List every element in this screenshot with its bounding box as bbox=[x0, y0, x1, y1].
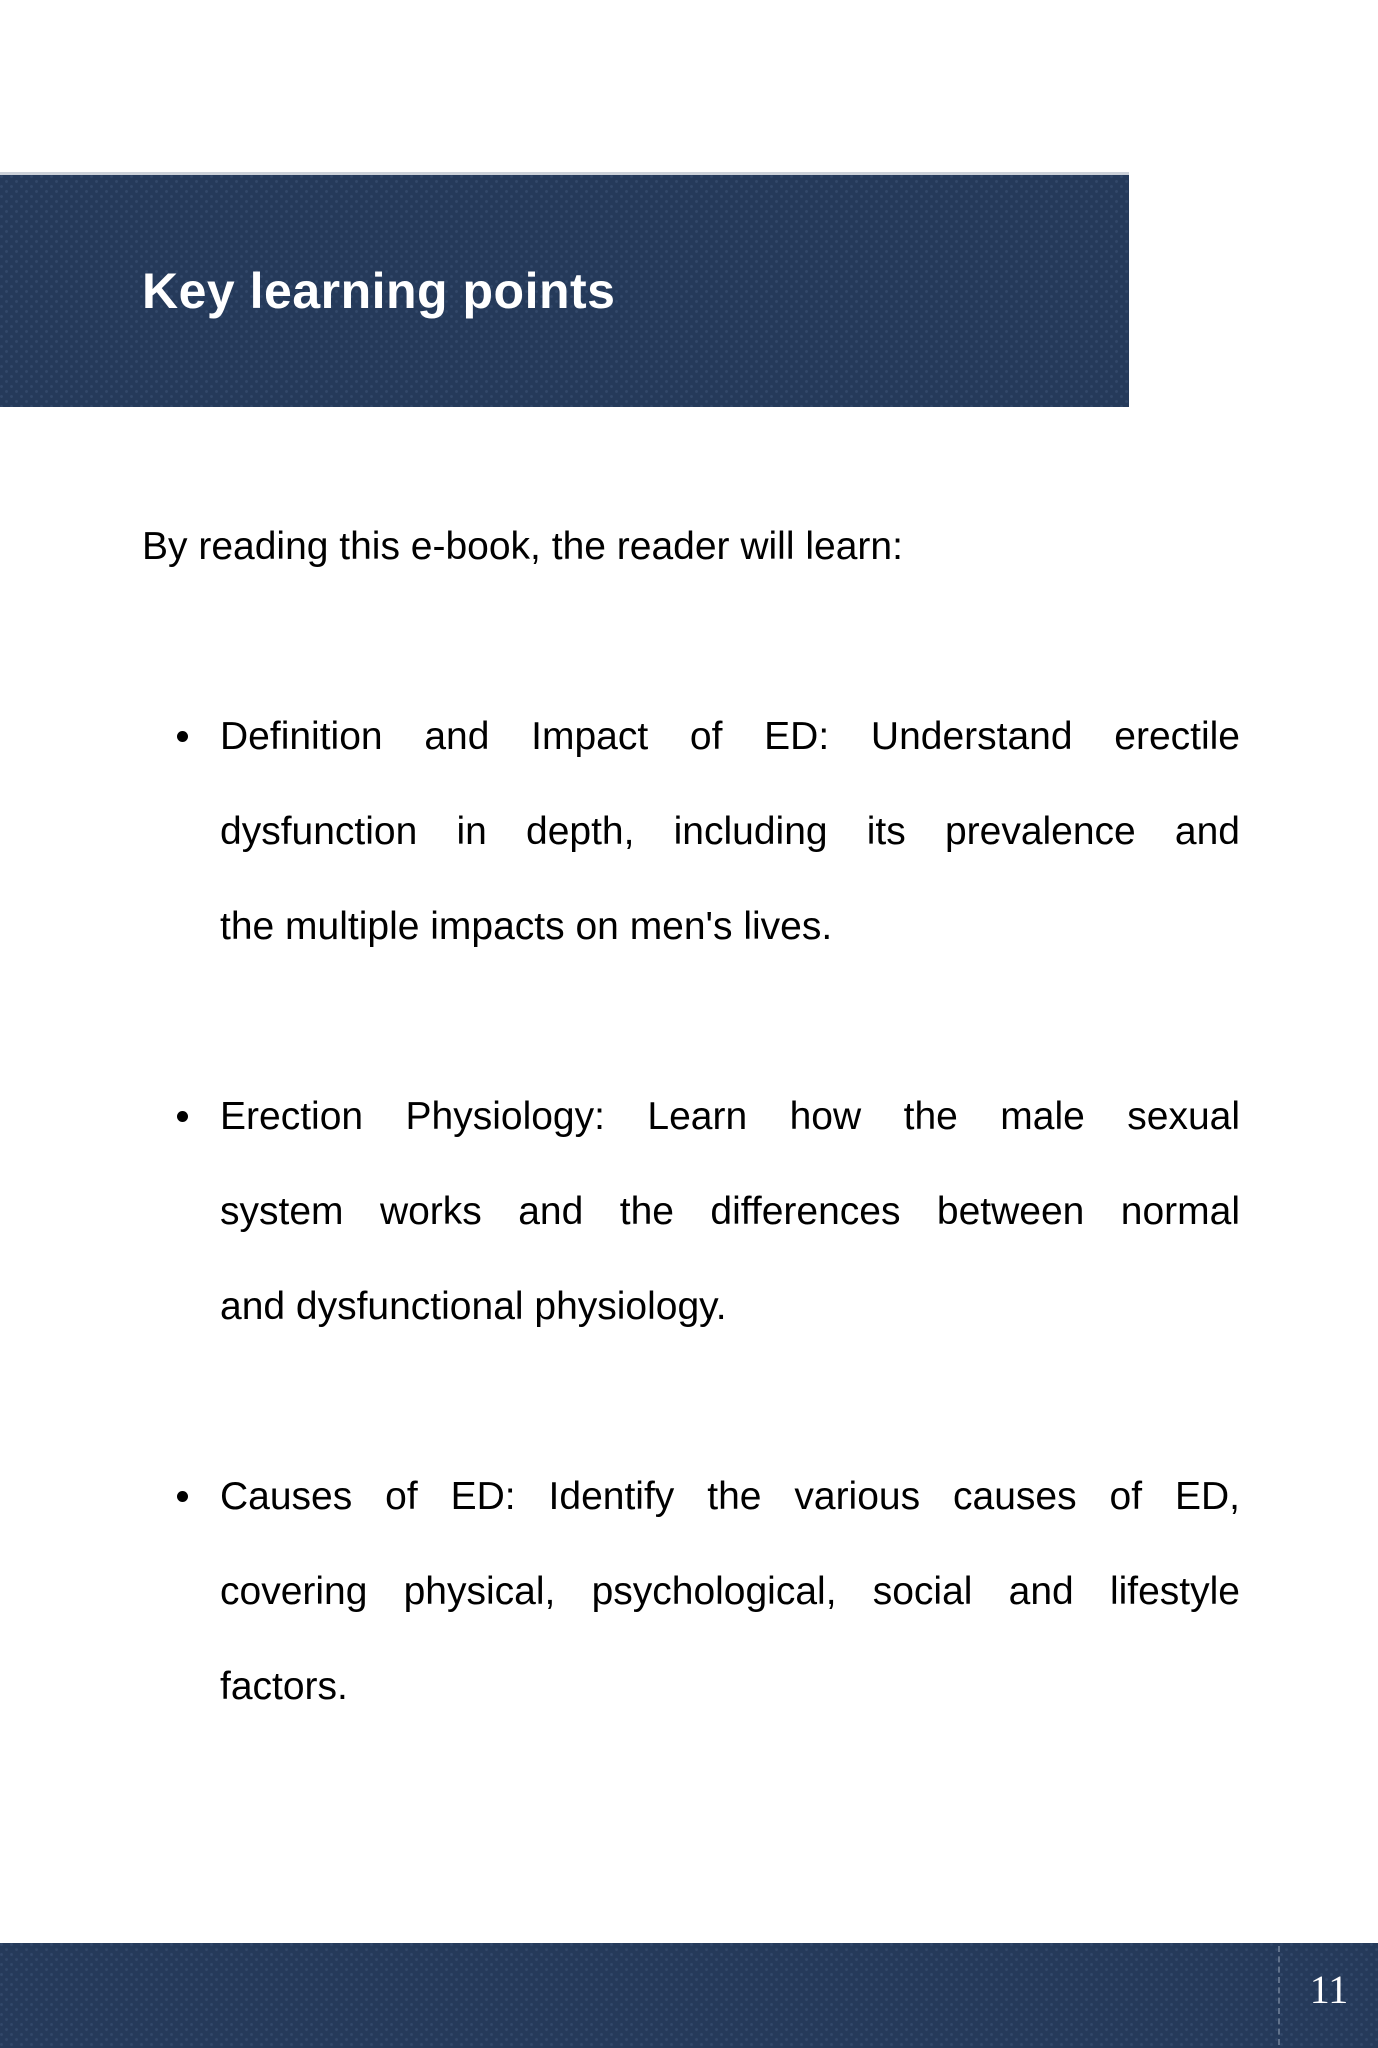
list-item bbox=[220, 1449, 1240, 1734]
bullet-text-line: factors. bbox=[220, 1665, 348, 1708]
footer-bar bbox=[0, 1943, 1378, 2048]
header-banner bbox=[0, 172, 1129, 407]
bullet-text-line: Erection Physiology: Learn how the male sexual bbox=[220, 1095, 1240, 1138]
bullet-icon bbox=[177, 731, 188, 742]
list-item bbox=[220, 689, 1240, 974]
learning-points-list bbox=[220, 689, 1240, 1734]
content-area bbox=[142, 499, 1240, 1734]
bullet-text-line: dysfunction in depth, including its prevalence and bbox=[220, 810, 1240, 853]
bullet-icon bbox=[177, 1491, 188, 1502]
list-item bbox=[220, 1069, 1240, 1354]
bullet-text-line: the multiple impacts on men's lives. bbox=[220, 905, 833, 948]
bullet-text-line: system works and the differences between normal bbox=[220, 1190, 1240, 1233]
bullet-icon bbox=[177, 1111, 188, 1122]
bullet-text-line: covering physical, psychological, social and lifestyle bbox=[220, 1570, 1240, 1613]
bullet-text-line: Causes of ED: Identify the various causes of ED, bbox=[220, 1475, 1240, 1518]
intro-text: By reading this e-book, the reader will learn: bbox=[142, 525, 903, 568]
page-number: 11 bbox=[1309, 1967, 1349, 2012]
page-title: Key learning points bbox=[142, 263, 616, 319]
bullet-text-line: and dysfunctional physiology. bbox=[220, 1285, 727, 1328]
bullet-text-line: Definition and Impact of ED: Understand erectile bbox=[220, 715, 1240, 758]
